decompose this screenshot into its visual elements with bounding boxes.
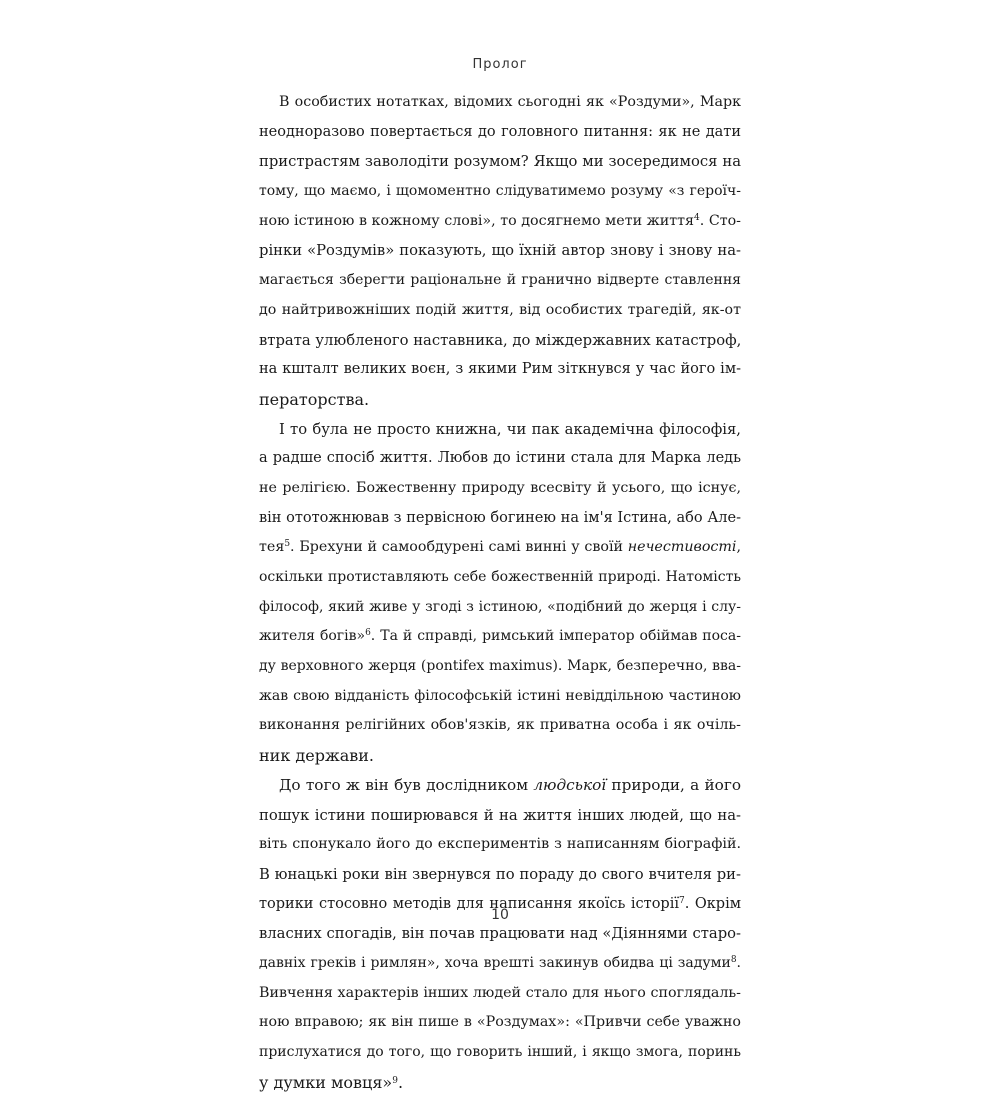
text-segment: віть спонукало його до експериментів з написанням біографій.: [259, 836, 741, 853]
text-segment: природи, а його: [606, 775, 741, 794]
text-line: [259, 711, 741, 741]
text-segment: тому, що маємо, і щомоментно слідуватимемо розуму «з героїч-: [259, 183, 741, 200]
text-segment: власних спогадів, він почав працювати над «Діяннями старо-: [259, 925, 741, 943]
text-segment: ною істиною в кожному слові», то досягнемо мети життя: [259, 212, 694, 229]
text-line: [259, 415, 741, 445]
text-segment: прислухатися до того, що говорить інший, і якщо змога, поринь: [259, 1044, 741, 1060]
text-segment: рінки «Роздумів» показують, що їхній автор знову і знову на-: [259, 242, 741, 260]
text-segment: . Сто-: [699, 212, 741, 229]
text-segment: він ототожнював з первісною богинею на ім'я Істина, або Але-: [259, 509, 741, 526]
text-line: [259, 296, 741, 326]
text-line: [259, 444, 741, 474]
text-segment: . Брехуни й самообдурені самі винні у своїй: [290, 539, 628, 556]
text-segment: торики стосовно методів для написання якоїсь історії: [259, 895, 679, 912]
text-line: [259, 236, 741, 266]
text-line: [259, 474, 741, 504]
text-line: [259, 118, 741, 148]
footnote-ref: 7: [678, 895, 685, 906]
text-line: [259, 563, 741, 593]
text-line: [259, 979, 741, 1009]
text-line: [259, 88, 741, 118]
running-head: Пролог: [472, 57, 528, 72]
text-line: [259, 771, 741, 801]
text-segment: втрата улюбленого наставника, до міждержавних катастроф,: [259, 331, 742, 349]
text-segment: оскільки протиставляють себе божественній природі. Натомість: [259, 569, 741, 585]
text-segment: магається зберегти раціональне й гранично відверте ставлення: [259, 272, 741, 289]
text-line: [259, 830, 741, 860]
text-segment: Вивчення характерів інших людей стало для нього споглядаль-: [259, 984, 741, 1001]
text-line: [259, 860, 741, 890]
text-line: [259, 326, 741, 356]
footnote-ref: 8: [730, 954, 737, 965]
footnote-ref: 9: [392, 1075, 398, 1086]
text-segment: давніх греків і римлян», хоча врешті закинув обидва ці задуми: [259, 954, 731, 971]
body-text: [259, 88, 741, 1097]
footnote-ref: 6: [365, 628, 371, 639]
text-line: [259, 652, 741, 682]
text-segment: В юнацькі роки він звернувся по пораду до свого вчителя ри-: [259, 865, 741, 883]
text-line: [259, 741, 741, 771]
footnote-ref: 4: [694, 212, 700, 223]
text-segment: І то була не просто книжна, чи пак академічна філософія,: [279, 420, 741, 438]
text-segment: до найтривожніших подій життя, від особистих трагедій, як-от: [259, 301, 741, 318]
text-segment: пристрастям заволодіти розумом? Якщо ми зосередимося на: [259, 153, 741, 171]
text-line: [259, 266, 741, 296]
text-line: [259, 682, 741, 712]
text-line: [259, 385, 741, 415]
text-segment: жителя богів»: [259, 628, 366, 645]
italic-text: нечестивості: [627, 539, 737, 556]
text-segment: на кшталт великих воєн, з якими Рим зіткнувся у час його ім-: [259, 361, 741, 378]
footnote-ref: 5: [284, 539, 291, 550]
text-line: [259, 1068, 741, 1097]
text-segment: у думки мовця»: [259, 1072, 393, 1092]
text-line: [259, 533, 741, 563]
text-segment: ду верховного жерця (pontifex maximus). Марк, безперечно, вва-: [259, 658, 741, 675]
text-line: [259, 949, 741, 979]
italic-text: людської: [533, 775, 607, 794]
text-line: [259, 207, 741, 237]
text-segment: . Окрім: [684, 895, 741, 912]
text-line: [259, 147, 741, 177]
text-segment: пошук істини поширювався й на життя інших людей, що на-: [259, 806, 741, 824]
text-segment: .: [397, 1072, 404, 1092]
text-line: [259, 504, 741, 534]
text-line: [259, 177, 741, 207]
text-segment: ,: [736, 539, 741, 556]
text-segment: тея: [259, 539, 285, 556]
text-segment: не релігією. Божественну природу всесвіту й усього, що існує,: [259, 479, 741, 496]
text-segment: До того ж він був дослідником: [279, 775, 534, 794]
text-segment: .: [736, 954, 741, 971]
text-segment: виконання релігійних обов'язків, як приватна особа і як очіль-: [259, 717, 741, 734]
text-segment: . Та й справді, римський імператор обіймав поса-: [370, 628, 741, 645]
text-line: [259, 1038, 741, 1068]
text-segment: В особистих нотатках, відомих сьогодні як «Роздуми», Марк: [279, 94, 741, 110]
text-line: [259, 801, 741, 831]
page-number: 10: [491, 907, 509, 923]
text-line: [259, 622, 741, 652]
text-segment: ною вправою; як він пише в «Роздумах»: «Привчи себе уважно: [259, 1014, 741, 1031]
text-line: [259, 1008, 741, 1038]
text-line: [259, 919, 741, 949]
text-segment: ператорства.: [259, 389, 370, 409]
text-line: [259, 593, 741, 623]
text-segment: ник держави.: [259, 746, 374, 766]
text-line: [259, 355, 741, 385]
text-segment: а радше спосіб життя. Любов до істини стала для Марка ледь: [259, 450, 741, 467]
text-segment: неодноразово повертається до головного питання: як не дати: [259, 123, 741, 140]
text-segment: жав свою відданість філософській істині невіддільною частиною: [259, 687, 741, 704]
text-segment: філософ, який живе у згоді з істиною, «подібний до жерця і слу-: [259, 598, 741, 615]
